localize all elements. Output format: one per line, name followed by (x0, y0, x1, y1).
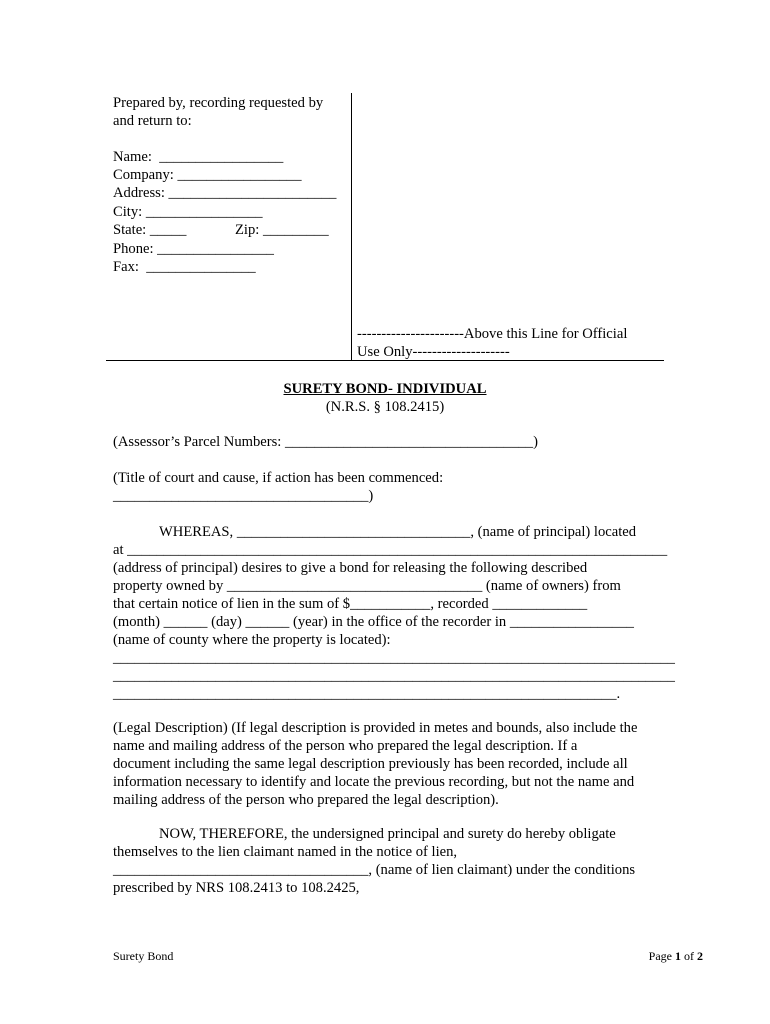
address-field: Address: _______________________ (113, 185, 337, 201)
whereas-line: (name of county where the property is located): (113, 632, 391, 648)
court-title-line-1: (Title of court and cause, if action has been commenced: (113, 470, 444, 486)
footer-page-number (649, 949, 703, 963)
whereas-blank-line: _____________________________________________________________________________ (113, 668, 675, 684)
whereas-blank-line: _____________________________________________________________________________ (113, 650, 675, 666)
intro-line-1: Prepared by, recording requested by (113, 95, 324, 111)
statute-reference: (N.R.S. § 108.2415) (325, 399, 445, 415)
intro-line-2: and return to: (113, 113, 192, 129)
parcel-numbers-line: (Assessor’s Parcel Numbers: __________________________________) (113, 434, 538, 450)
company-field: Company: _________________ (113, 167, 302, 183)
now-therefore-line: ___________________________________, (name of lien claimant) under the conditions (113, 862, 636, 878)
now-therefore-line: NOW, THEREFORE, the undersigned principal and surety do hereby obligate (159, 826, 616, 842)
official-use-line-2: Use Only-------------------- (357, 344, 510, 360)
court-title-line-2: ___________________________________) (113, 488, 374, 504)
whereas-line: WHEREAS, ________________________________, (name of principal) located (159, 524, 637, 540)
legal-description-line: name and mailing address of the person who prepared the legal description. If a (113, 738, 578, 754)
legal-description-line: (Legal Description) (If legal description is provided in metes and bounds, also include the (113, 720, 638, 736)
page-of: of (681, 949, 697, 963)
now-therefore-line: prescribed by NRS 108.2413 to 108.2425, (113, 880, 360, 896)
name-field: Name: _________________ (113, 149, 284, 165)
whereas-line: at __________________________________________________________________________ (113, 542, 668, 558)
whereas-blank-line: _____________________________________________________________________. (113, 686, 621, 702)
now-therefore-line: themselves to the lien claimant named in the notice of lien, (113, 844, 458, 860)
legal-description-line: information necessary to identify and locate the previous recording, but not the name and (113, 774, 635, 790)
page-total: 2 (697, 949, 703, 963)
whereas-line: property owned by ___________________________________ (name of owners) from (113, 578, 621, 594)
official-use-line-1: ----------------------Above this Line for Official (357, 326, 628, 342)
legal-description-line: document including the same legal description previously has been recorded, include all (113, 756, 628, 772)
state-field: State: _____ (113, 222, 187, 238)
page-current: 1 (675, 949, 681, 963)
whereas-line: that certain notice of lien in the sum of $___________, recorded _____________ (113, 596, 588, 612)
whereas-line: (month) ______ (day) ______ (year) in the office of the recorder in _________________ (113, 614, 634, 630)
legal-description-line: mailing address of the person who prepared the legal description). (113, 792, 499, 808)
header-vertical-divider (351, 93, 352, 361)
fax-field: Fax: _______________ (113, 259, 256, 275)
footer-document-name: Surety Bond (113, 949, 174, 963)
whereas-line: (address of principal) desires to give a bond for releasing the following described (113, 560, 588, 576)
document-title: SURETY BOND- INDIVIDUAL (283, 381, 487, 397)
phone-field: Phone: ________________ (113, 241, 274, 257)
zip-field: Zip: _________ (235, 222, 329, 238)
page-label: Page (648, 949, 675, 963)
city-field: City: ________________ (113, 204, 263, 220)
